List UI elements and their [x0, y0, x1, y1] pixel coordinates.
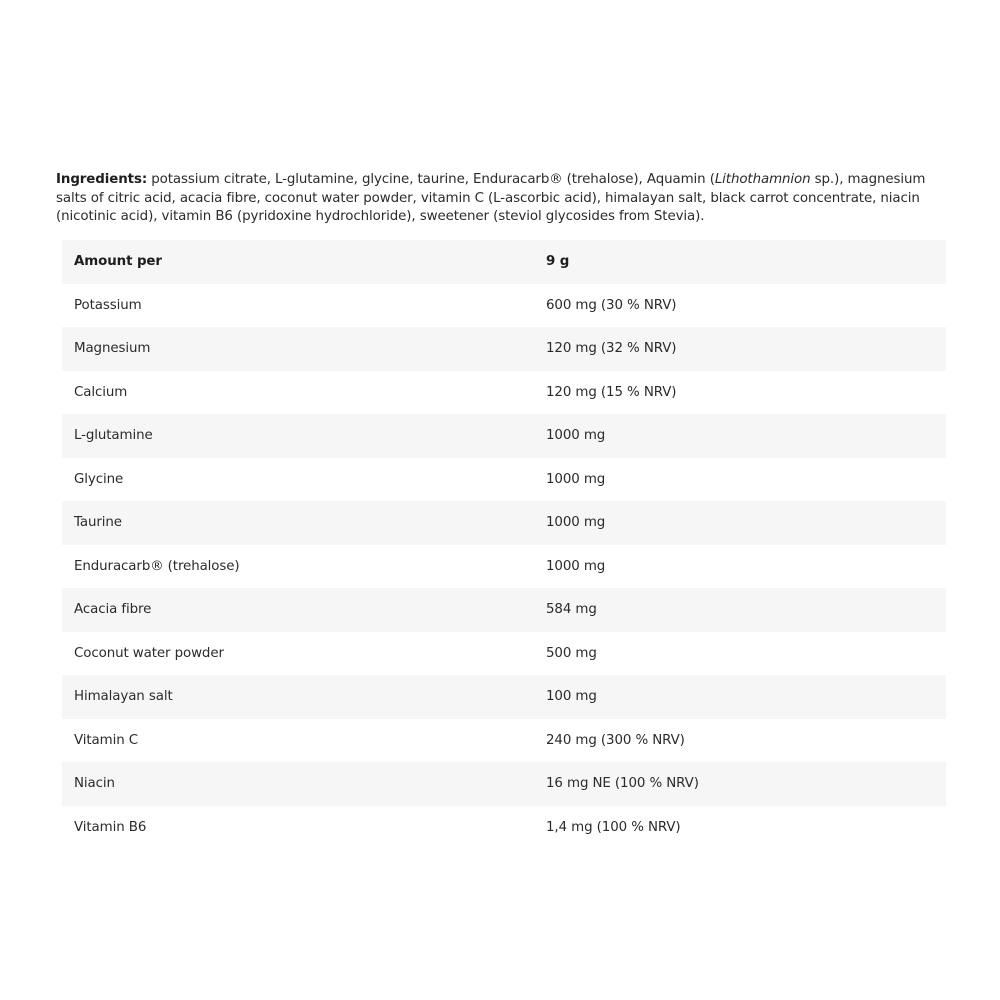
nutrient-name: Himalayan salt: [62, 675, 534, 719]
table-header-row: [62, 240, 946, 284]
table-row: [62, 284, 946, 328]
table-row: [62, 806, 946, 850]
nutrient-amount: 500 mg: [546, 645, 597, 661]
nutrient-name: L-glutamine: [62, 414, 534, 458]
header-amount-per: Amount per: [62, 240, 534, 284]
nutrient-amount: 600 mg (30 % NRV): [546, 297, 677, 313]
table-row: [62, 675, 946, 719]
nutrient-amount: 584 mg: [534, 588, 946, 632]
ingredients-paragraph: [56, 171, 956, 226]
nutrient-name: Acacia fibre: [62, 588, 534, 632]
nutrient-name: Vitamin C: [74, 732, 138, 748]
nutrient-name: Calcium: [74, 384, 128, 400]
nutrient-name: Coconut water powder: [74, 645, 224, 661]
nutrition-table: [62, 240, 946, 849]
table-row: [62, 545, 946, 589]
nutrient-name: Enduracarb® (trehalose): [74, 558, 240, 574]
nutrient-name: Vitamin B6: [74, 819, 147, 835]
ingredients-text-start: potassium citrate, L-glutamine, glycine, taurine, Enduracarb® (trehalose), Aquamin (: [147, 172, 715, 188]
nutrient-amount: 1000 mg: [546, 558, 606, 574]
ingredients-text-end: sp.), magnesium salts of citric acid, acacia fibre, coconut water powder, vitamin C (L-ascorbic acid), himalayan salt, black carrot concentrate, niacin (nicotinic acid), vitamin B6 (pyridoxine hydrochloride), sweetener (steviol glycosides from Stevia).: [56, 172, 926, 224]
ingredients-genus-italic: Lithothamnion: [714, 172, 811, 188]
table-row: [62, 501, 946, 545]
nutrient-name: Taurine: [62, 501, 534, 545]
table-row: [62, 327, 946, 371]
nutrient-name: Magnesium: [62, 327, 534, 371]
nutrient-amount: 100 mg: [534, 675, 946, 719]
nutrient-name: Potassium: [74, 297, 142, 313]
table-row: [62, 414, 946, 458]
nutrient-amount: 240 mg (300 % NRV): [546, 732, 685, 748]
table-row: [62, 588, 946, 632]
table-row: [62, 632, 946, 676]
nutrient-amount: 120 mg (15 % NRV): [546, 384, 677, 400]
nutrient-amount: 1000 mg: [534, 501, 946, 545]
table-row: [62, 719, 946, 763]
nutrient-amount: 1000 mg: [534, 414, 946, 458]
nutrient-name: Glycine: [74, 471, 124, 487]
table-row: [62, 762, 946, 806]
nutrient-amount: 1000 mg: [546, 471, 606, 487]
nutrient-amount: 120 mg (32 % NRV): [534, 327, 946, 371]
ingredients-label: Ingredients:: [56, 172, 148, 188]
nutrient-amount: 1,4 mg (100 % NRV): [546, 819, 681, 835]
table-row: [62, 458, 946, 502]
nutrient-amount: 16 mg NE (100 % NRV): [534, 762, 946, 806]
nutrient-name: Niacin: [62, 762, 534, 806]
header-serving-size: 9 g: [534, 240, 946, 284]
table-row: [62, 371, 946, 415]
